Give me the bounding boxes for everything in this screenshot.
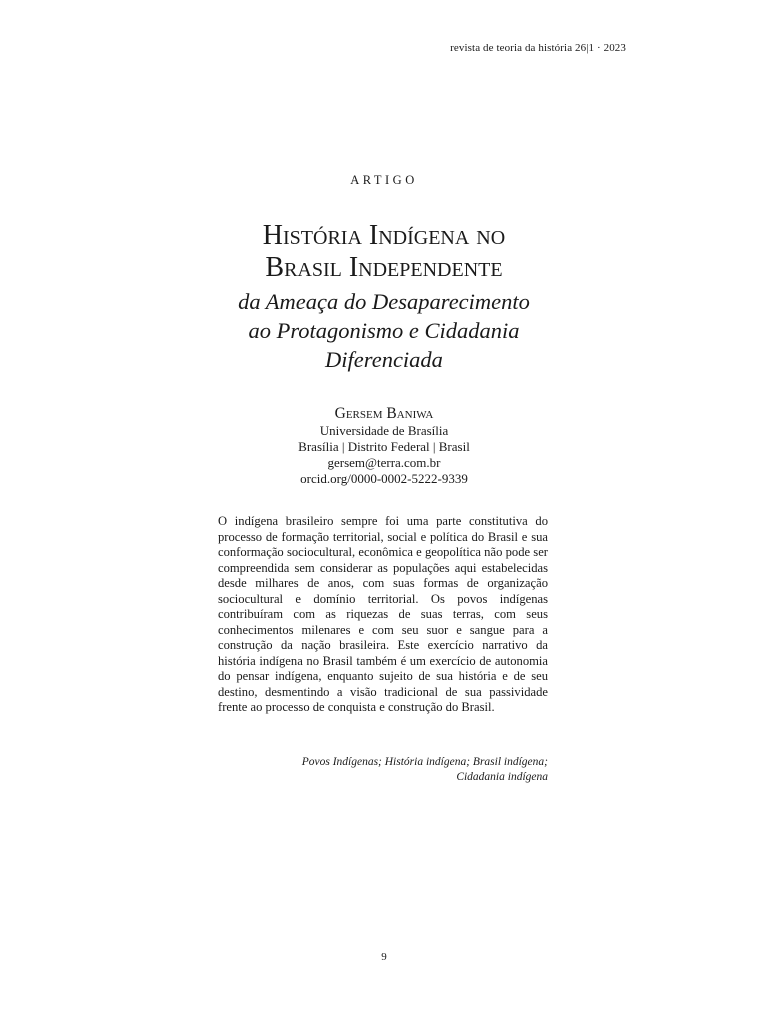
author-location: Brasília | Distrito Federal | Brasil — [298, 439, 470, 454]
abstract: O indígena brasileiro sempre foi uma parte constitutiva do processo de formação territorial, social e política do Brasil e sua conformação sociocultural, econômica e geopolítica não pode ser compreendida sem considerar as populações aqui estabelecidas desde milhares de anos, com suas formas de organização sociocultural e domínio territorial. Os povos indígenas contribuíram com as riquezas de suas terras, com seus conhecimentos milenares e com seu suor e sangue para a construção da nação brasileira. Este exercício narrativo da história indígena no Brasil também é um exercício de autonomia do pensar indígena, enquanto sujeito de sua história e de seu destino, desmentindo a visão tradicional de sua passividade frente ao processo de conquista e construção do Brasil. — [218, 514, 548, 714]
article-title-line-1: História Indígena no — [262, 220, 506, 251]
article-subtitle-line-3: Diferenciada — [325, 347, 443, 372]
keywords-line-1: Povos Indígenas; História indígena; Brasil indígena; — [301, 756, 548, 768]
page-number: 9 — [381, 951, 387, 963]
article-title-line-2: Brasil Independente — [265, 252, 503, 283]
article-subtitle-line-2: ao Protagonismo e Cidadania — [248, 318, 520, 343]
article-subtitle — [0, 287, 768, 374]
author-orcid[interactable]: orcid.org/0000-0002-5222-9339 — [300, 471, 468, 486]
keywords — [218, 755, 548, 785]
article-subtitle-line-1: da Ameaça do Desaparecimento — [238, 289, 530, 314]
author-block — [0, 404, 768, 487]
keywords-line-2: Cidadania indígena — [456, 771, 548, 783]
author-email[interactable]: gersem@terra.com.br — [327, 455, 441, 470]
running-head: revista de teoria da história 26|1 · 2023 — [450, 42, 626, 54]
author-name: Gersem Baniwa — [334, 405, 434, 422]
section-label: ARTIGO — [350, 173, 418, 187]
article-title — [0, 220, 768, 284]
author-affiliation: Universidade de Brasília — [319, 423, 449, 438]
